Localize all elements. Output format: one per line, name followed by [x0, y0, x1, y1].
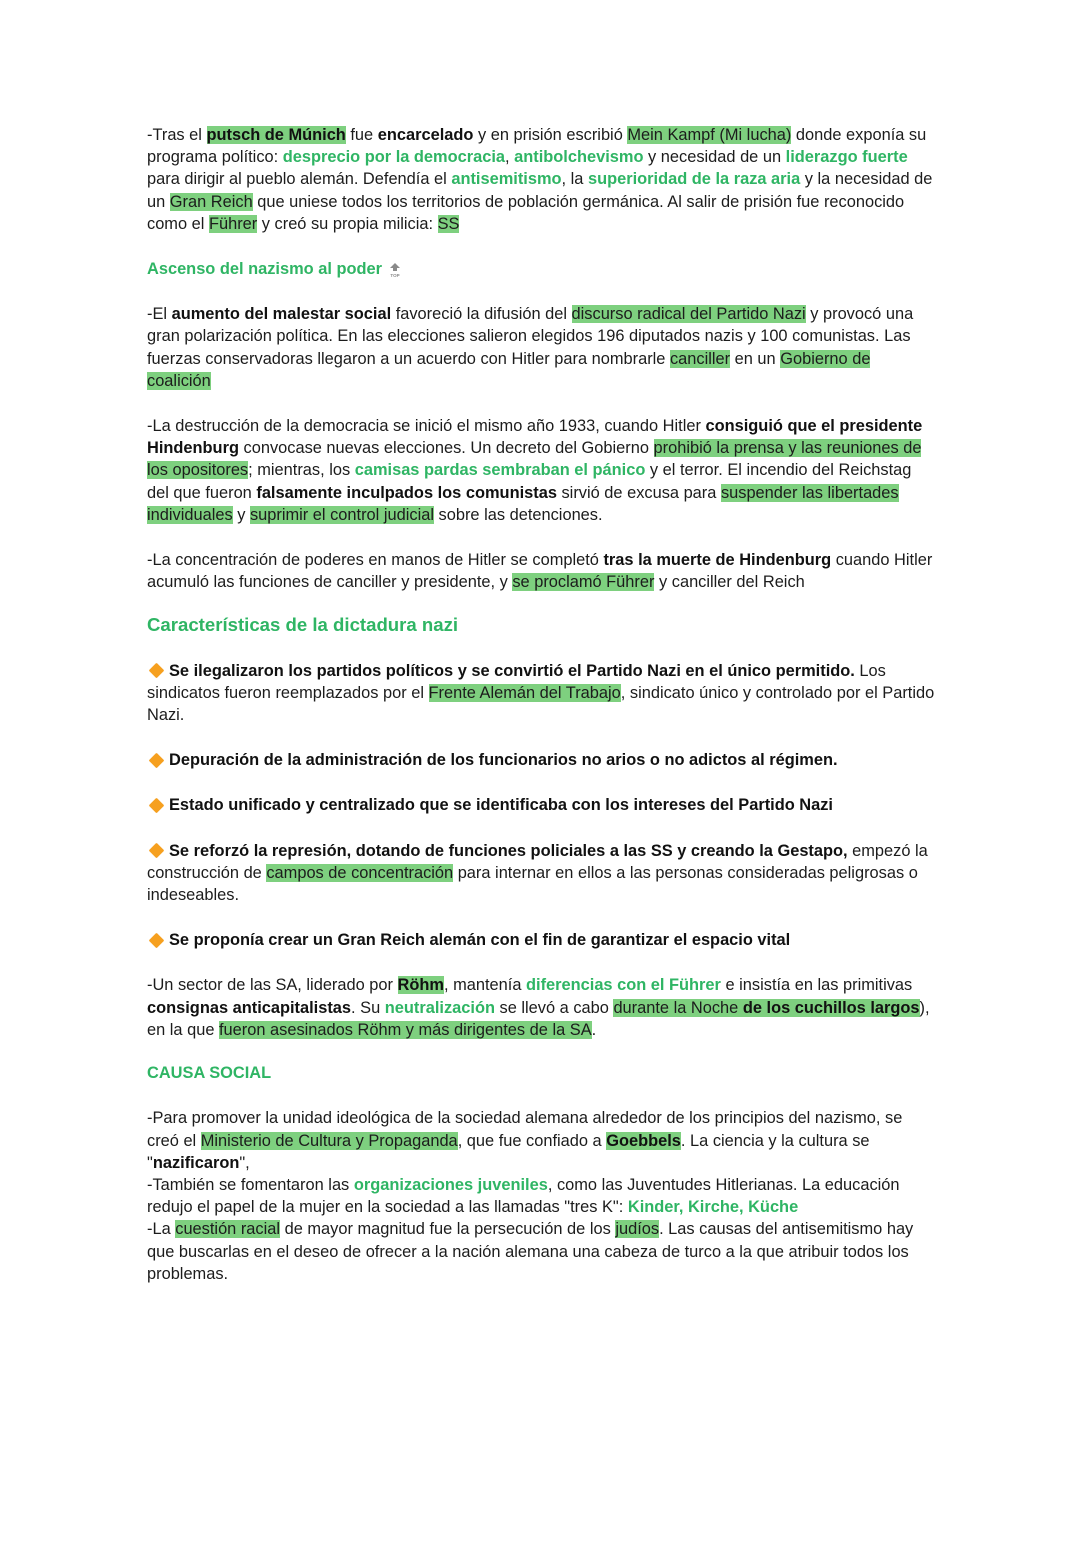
highlight: canciller [669, 349, 731, 368]
highlight: campos de concentración [266, 863, 454, 882]
bold-text: encarcelado [377, 126, 474, 144]
paragraph-concentracion [147, 549, 937, 593]
green-term: neutralización [384, 998, 495, 1017]
green-term: diferencias con el Führer [526, 976, 721, 995]
text: -También se fomentaron las [147, 1175, 354, 1194]
highlight: suprimir el control judicial [249, 505, 434, 524]
highlight: Gobierno de coalición [147, 349, 871, 390]
bold-text: tras la muerte de Hindenburg [603, 551, 832, 570]
text: . Su [351, 998, 385, 1017]
svg-text:TOP: TOP [390, 272, 400, 278]
bold-text: Depuración de la administración de los funcionarios no arios o no adictos al régimen. [169, 751, 838, 770]
text: . La ciencia y la cultura se " [147, 1131, 870, 1172]
highlight-bold: putsch de Múnich [206, 126, 346, 144]
green-term: antisemitismo [451, 170, 562, 189]
text: , la [561, 170, 588, 189]
bold-text: Se proponía crear un Gran Reich alemán con el fin de garantizar el espacio vital [169, 931, 791, 950]
text: , sindicato único y controlado por el Partido Nazi. [147, 683, 935, 725]
bullet-ilegalizaron [147, 660, 937, 727]
bullet-gran-reich [147, 929, 937, 951]
text: favoreció la difusión del [391, 305, 572, 324]
bold-text: Se ilegalizaron los partidos políticos y se convirtió el Partido Nazi en el único permitido. [169, 661, 855, 680]
paragraph-cuestion-racial [147, 1218, 937, 1285]
highlight: Frente Alemán del Trabajo [428, 683, 621, 702]
bold-text: consignas anticapitalistas [147, 998, 352, 1017]
text: en un [730, 349, 781, 368]
text: se llevó a cabo [494, 998, 614, 1017]
diamond-bullet-icon [149, 798, 165, 814]
bold-text: Estado unificado y centralizado que se identificaba con los intereses del Partido Nazi [169, 796, 833, 815]
text: -La [147, 1220, 176, 1239]
bold-text: aumento del malestar social [171, 305, 392, 324]
text: sirvió de excusa para [556, 483, 721, 502]
green-term: superioridad de la raza aria [587, 170, 801, 189]
highlight-bold: Goebbels [606, 1131, 681, 1150]
text: y provocó una gran polarización política. En las elecciones salieron elegidos 196 diputados nazis y 100 comunistas. Las fuerzas conservadoras llegaron a un acuerdo con Hitler para nombrarle [147, 305, 914, 368]
bullet-estado [147, 794, 937, 816]
bold-text: consiguió que el presidente Hindenburg [147, 417, 923, 458]
highlight: durante la Noche [613, 998, 743, 1017]
text: e insistía en las primitivas [720, 976, 913, 995]
text: y la necesidad de un [147, 170, 933, 211]
section-heading-ascenso [147, 258, 937, 280]
diamond-bullet-icon [149, 933, 165, 949]
highlight-bold: de los cuchillos largos [742, 998, 920, 1017]
highlight-bold: Röhm [397, 976, 444, 995]
text: , que fue confiado a [457, 1131, 607, 1150]
text: -Para promover la unidad ideológica de la sociedad alemana alrededor de los principios del nazismo, se creó el [147, 1109, 903, 1150]
text: fue [345, 126, 378, 144]
highlight: discurso radical del Partido Nazi [571, 305, 806, 324]
document-body [147, 124, 937, 1285]
text: , como las Juventudes Hitlerianas. La educación redujo el papel de la mujer en la sociedad a las llamadas "tres K": [147, 1175, 900, 1217]
highlight: judíos [615, 1220, 660, 1239]
highlight: Ministerio de Cultura y Propaganda [200, 1131, 458, 1150]
bold-text: nazificaron [152, 1153, 240, 1172]
section-heading-caracteristicas: Características de la dictadura nazi [147, 614, 459, 636]
paragraph-putsch [147, 124, 937, 235]
paragraph-juventudes [147, 1174, 937, 1218]
text: ; mientras, los [248, 461, 355, 480]
bold-text: falsamente inculpados los comunistas [256, 483, 557, 502]
highlight: Führer [208, 214, 258, 233]
green-term: Kinder, Kirche, Küche [627, 1198, 799, 1217]
paragraph-malestar [147, 303, 937, 392]
diamond-bullet-icon [149, 753, 165, 769]
text: -La concentración de poderes en manos de Hitler se completó [147, 551, 604, 570]
green-term: camisas pardas sembraban el pánico [354, 461, 646, 480]
highlight: cuestión racial [175, 1220, 281, 1239]
green-term: antibolchevismo [514, 148, 644, 167]
text: -Un sector de las SA, liderado por [147, 976, 398, 995]
text: de mayor magnitud fue la persecución de los [280, 1220, 616, 1239]
text: y en prisión escribió [473, 126, 628, 144]
highlight: se proclamó Führer [512, 573, 655, 592]
highlight: Gran Reich [169, 192, 253, 211]
text: sobre las detenciones. [433, 505, 603, 524]
text: ", [239, 1153, 250, 1172]
text: y canciller del Reich [654, 573, 805, 592]
text: y el terror. El incendio del Reichstag del que fueron [147, 461, 912, 502]
text: para dirigir al pueblo alemán. Defendía el [147, 170, 452, 189]
text: -Tras el [147, 126, 207, 144]
text: ), en la que [147, 998, 930, 1039]
top-arrow-icon[interactable] [388, 262, 402, 278]
green-term: desprecio por la democracia [282, 148, 506, 167]
text: cuando Hitler acumuló las funciones de canciller y presidente, y [147, 551, 933, 592]
highlight: prohibió la prensa y las reuniones de los opositores [147, 439, 922, 480]
text: . [591, 1020, 597, 1039]
diamond-bullet-icon [149, 843, 165, 859]
text: . Las causas del antisemitismo hay que buscarlas en el deseo de ofrecer a la nación alemana una cabeza de turco a la que atribuir todos los problemas. [147, 1220, 914, 1283]
text: donde exponía su programa político: [147, 126, 927, 167]
text: y [232, 505, 250, 524]
highlight: SS [437, 214, 460, 233]
paragraph-propaganda [147, 1107, 937, 1174]
text: empezó la construcción de [147, 841, 928, 882]
bullet-depuracion [147, 749, 937, 771]
text: y necesidad de un [643, 148, 786, 167]
text: -El [147, 305, 172, 324]
text: , [505, 148, 515, 167]
text: Los sindicatos fueron reemplazados por el [147, 661, 886, 702]
text: convocase nuevas elecciones. Un decreto del Gobierno [238, 439, 654, 458]
green-term: liderazgo fuerte [785, 148, 908, 167]
text: , mantenía [443, 976, 526, 995]
highlight: Mein Kampf (Mi lucha) [627, 126, 792, 144]
paragraph-sa-rohm [147, 974, 937, 1041]
highlight: fueron asesinados Röhm y más dirigentes de la SA [219, 1020, 592, 1039]
bold-text: Se reforzó la represión, dotando de funciones policiales a las SS y creando la Gestapo, [169, 841, 848, 860]
highlight: suspender las libertades individuales [147, 483, 899, 524]
text: y creó su propia milicia: [257, 214, 438, 233]
text: que uniese todos los territorios de población germánica. Al salir de prisión fue reconocido como el [147, 192, 905, 233]
text: para internar en ellos a las personas consideradas peligrosas o indeseables. [147, 863, 918, 905]
diamond-bullet-icon [149, 663, 165, 679]
heading-text: Ascenso del nazismo al poder [147, 260, 382, 279]
green-term: organizaciones juveniles [353, 1175, 548, 1194]
text: -La destrucción de la democracia se inició el mismo año 1933, cuando Hitler [147, 417, 706, 436]
bullet-represion [147, 840, 937, 907]
section-heading-causa-social: CAUSA SOCIAL [147, 1064, 272, 1083]
paragraph-destruccion [147, 415, 937, 526]
